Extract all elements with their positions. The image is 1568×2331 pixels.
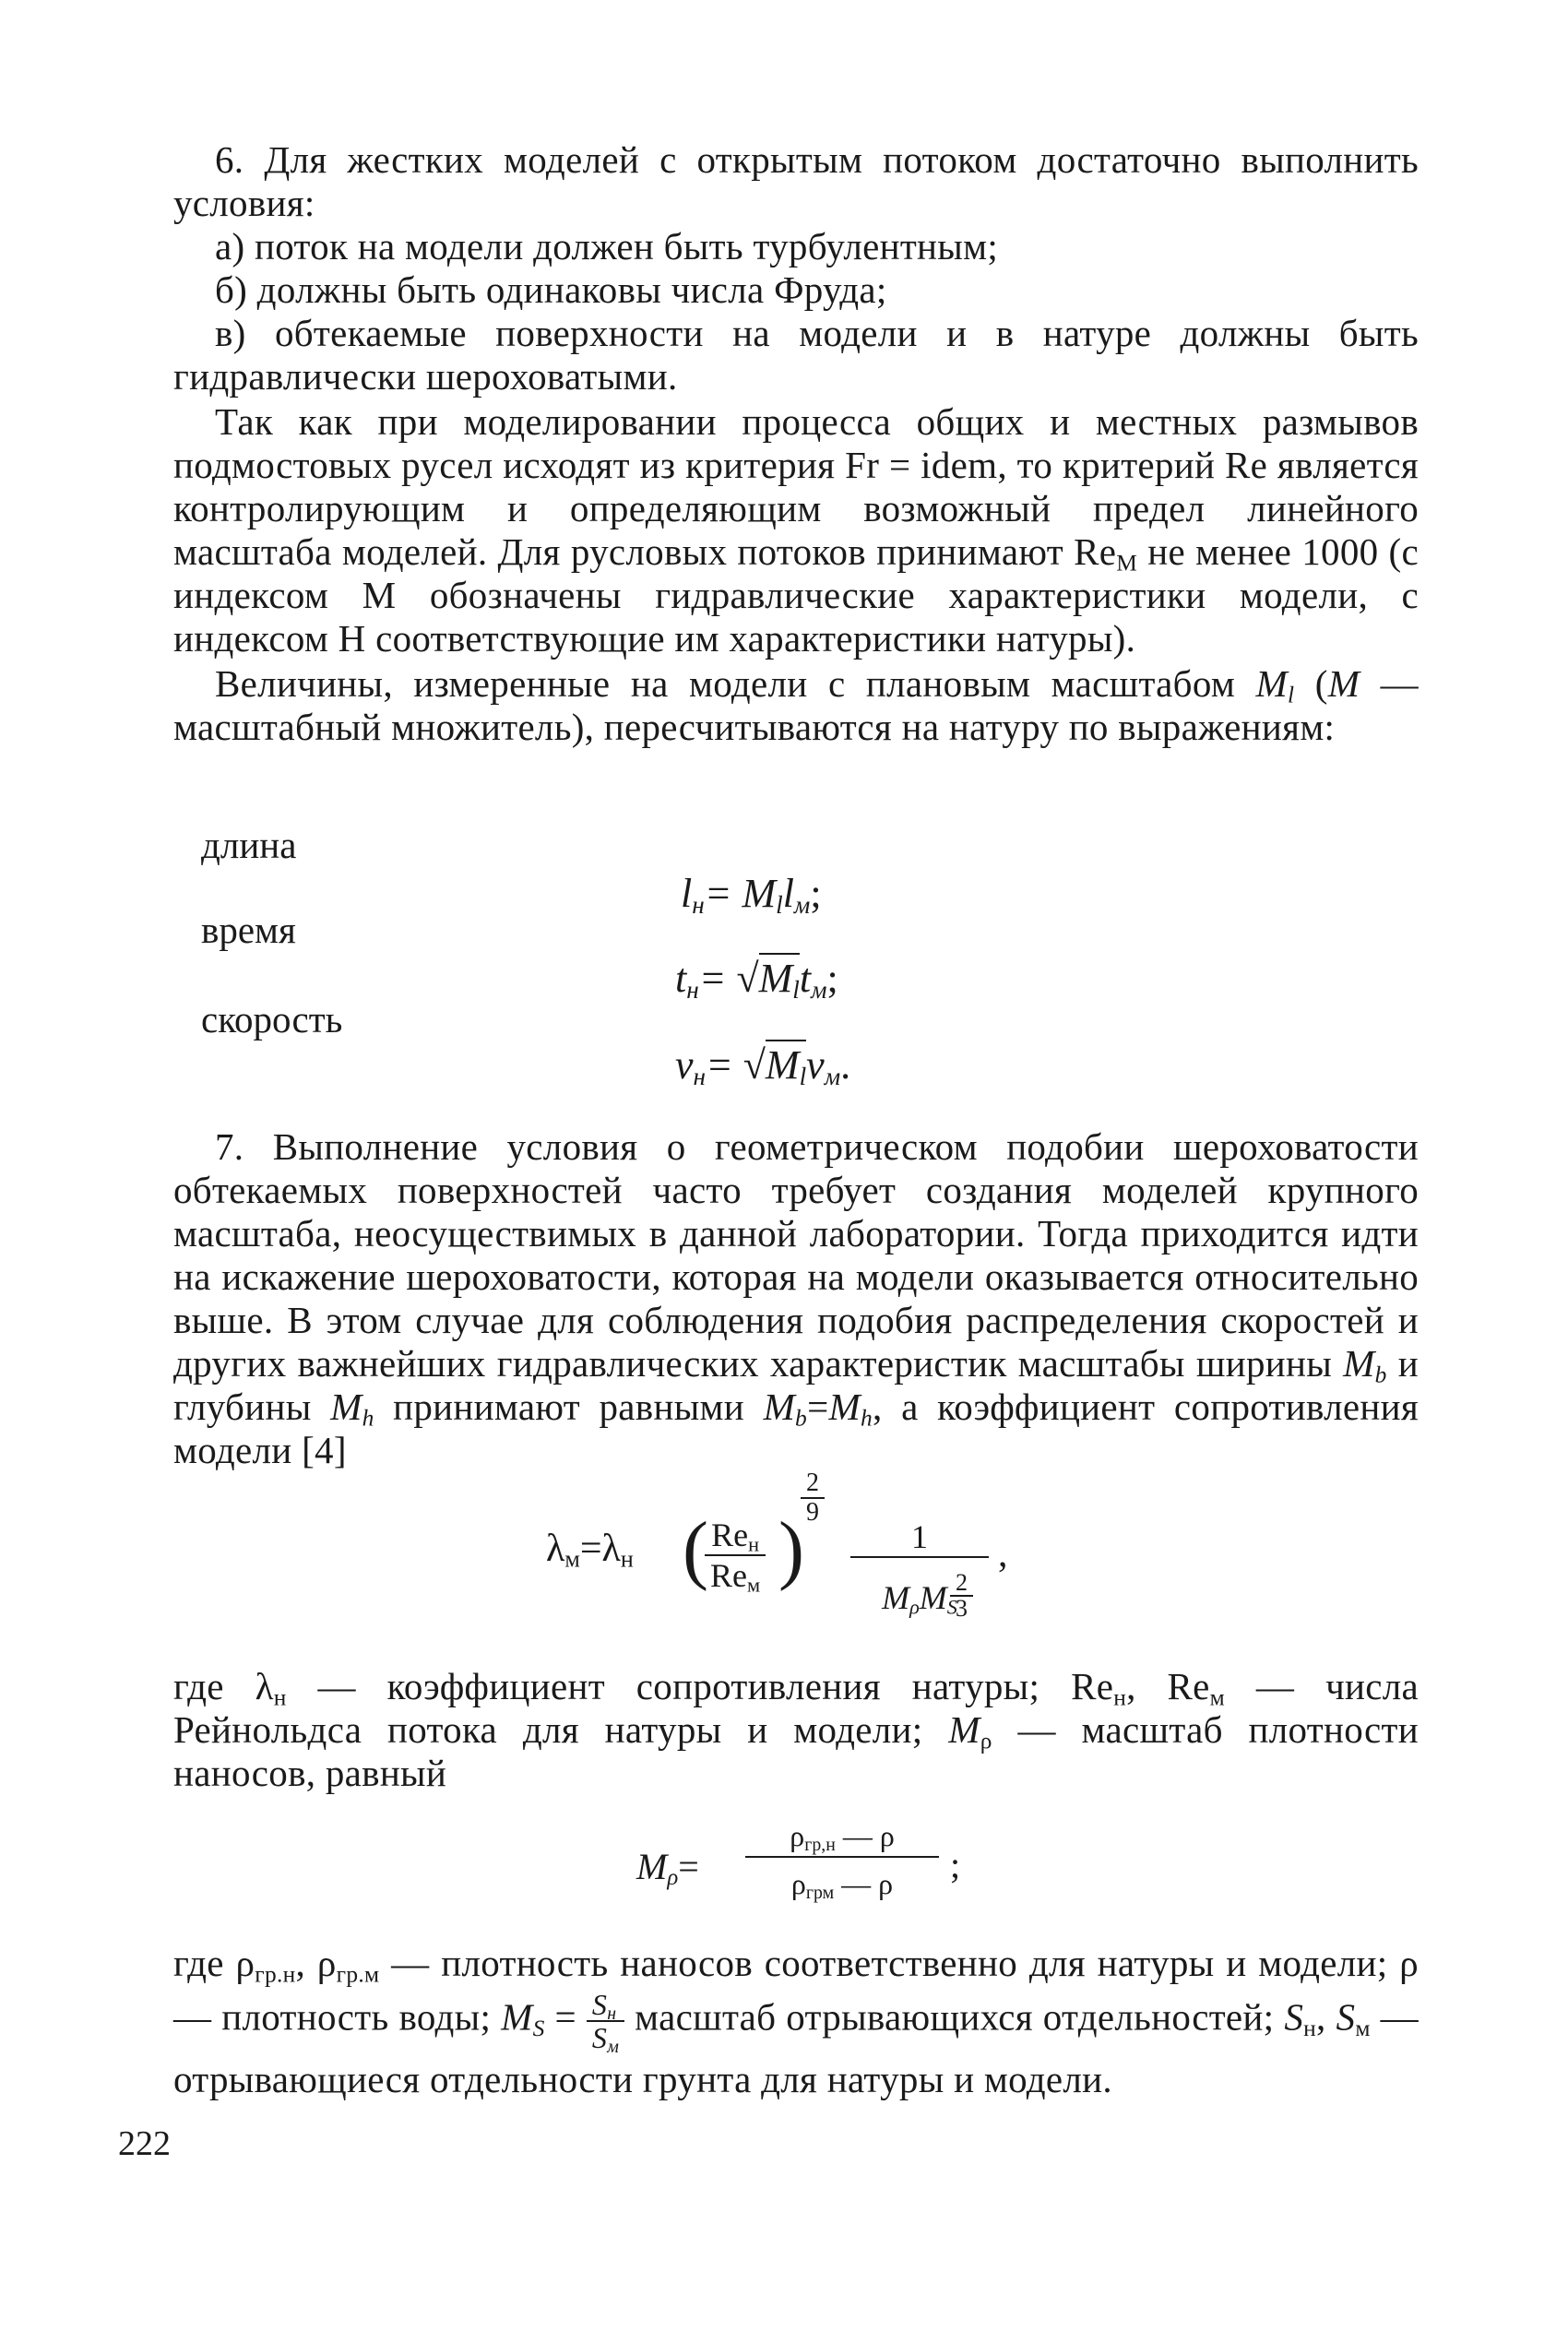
- formula-velocity: $v_н= √M_lv_м$.: [675, 1042, 850, 1088]
- section-7: [173, 1125, 1419, 1472]
- density-fraction: $\rho_{гр,н}$ — ρ $\rho_{грм}$ — ρ: [745, 1815, 939, 1904]
- density-definition: где $\rho_{гр.н}$, $\rho_{гр.м}$ — плотность наносов соответственно для натуры и модели; ρ — плотность воды; $M_S$ = $\frac{S_н}{S_м}$ масштаб отрывающихся отдельностей; $S_н$, $S_м$ — отрывающиеся отдельности грунта для натуры и модели.: [173, 1942, 1419, 2100]
- sqrt-sign: √: [736, 956, 759, 1001]
- condition-c: в) обтекаемые поверхности на модели и в натуре должны быть гидравлически шероховатыми.: [173, 312, 1419, 398]
- condition-a: а) поток на модели должен быть турбулентным;: [215, 225, 999, 268]
- exponent-two-thirds: $\frac{2}{3}$: [950, 1571, 973, 1621]
- sqrt-sign: √: [742, 1042, 766, 1088]
- section-7-final: [173, 1937, 1419, 2105]
- label-velocity: скорость: [201, 998, 343, 1041]
- left-paren: (: [683, 1506, 708, 1592]
- formula-density-scale: $M_\rho=$ $\rho_{гр,н}$ — ρ $\rho_{грм}$ — ρ ;: [636, 1815, 1024, 1926]
- section-7-definitions: [173, 1665, 1419, 1795]
- inverse-fraction: 1 $M_\rho M_S$: [850, 1517, 989, 1617]
- section-7-intro: 7. Выполнение условия о геометрическом подобии шероховатости обтекаемых поверхностей часто требует создания моделей крупного масштаба, неосуществимых в данной лаборатории. Тогда приходится идти на искажение шероховатости, которая на модели оказывается относительно выше. В этом случае для соблюдения подобия распределения скоростей и других важнейших гидравлических характеристик масштабы ширины $M_b$ и глубины $M_h$ принимают равными $M_b=M_h$, а коэффициент сопротивления модели [4]: [173, 1125, 1419, 1471]
- right-paren: ): [778, 1506, 804, 1592]
- formula-lambda: $\lambda_м=\lambda_н$ ( $Re_н$ $Re_м$ ) $\frac{2}{9}$ 1 $M_\rho M_S$ $\frac{2}{3}$ ,: [546, 1469, 1008, 1622]
- label-time: время: [201, 909, 296, 951]
- label-length: длина: [201, 824, 297, 866]
- page-number: 222: [118, 2124, 171, 2163]
- condition-b: б) должны быть одинаковы числа Фруда;: [215, 268, 887, 311]
- formula-time: $t_н= √M_lt_м$;: [675, 956, 838, 1002]
- paragraph-reynolds: Так как при моделировании процесса общих и местных размывов подмостовых русел исходят из критерия Fr = idem, то критерий Re является контролирующим и определяющим возможный предел линейного масштаба моделей. Для русловых потоков принимают $Re_М$ не менее 1000 (с индексом М обозначены гидравлические характеристики модели, с индексом Н соответствующие им характеристики натуры).: [173, 400, 1419, 660]
- reynolds-fraction: $Re_н$ $Re_м$: [705, 1516, 766, 1595]
- paragraph-conversion: Величины, измеренные на модели с плановым масштабом $M_l$ (M — масштабный множитель), пересчитываются на натуру по выражениям:: [173, 662, 1419, 748]
- section-6: [173, 138, 1419, 749]
- section-6-intro: 6. Для жестких моделей с открытым потоком достаточно выполнить условия:: [173, 138, 1419, 224]
- s-fraction: $\frac{S_н}{S_м}$: [587, 1989, 624, 2053]
- exponent: $\frac{2}{9}$: [801, 1469, 825, 1527]
- formula-length: $l_н= M_ll_м$;: [681, 871, 822, 919]
- lambda-definition: где $\lambda_н$ — коэффициент сопротивления натуры; $Re_н$, $Re_м$ — числа Рейнольдса потока для натуры и модели; $M_\rho$ — масштаб плотности наносов, равный: [173, 1665, 1419, 1794]
